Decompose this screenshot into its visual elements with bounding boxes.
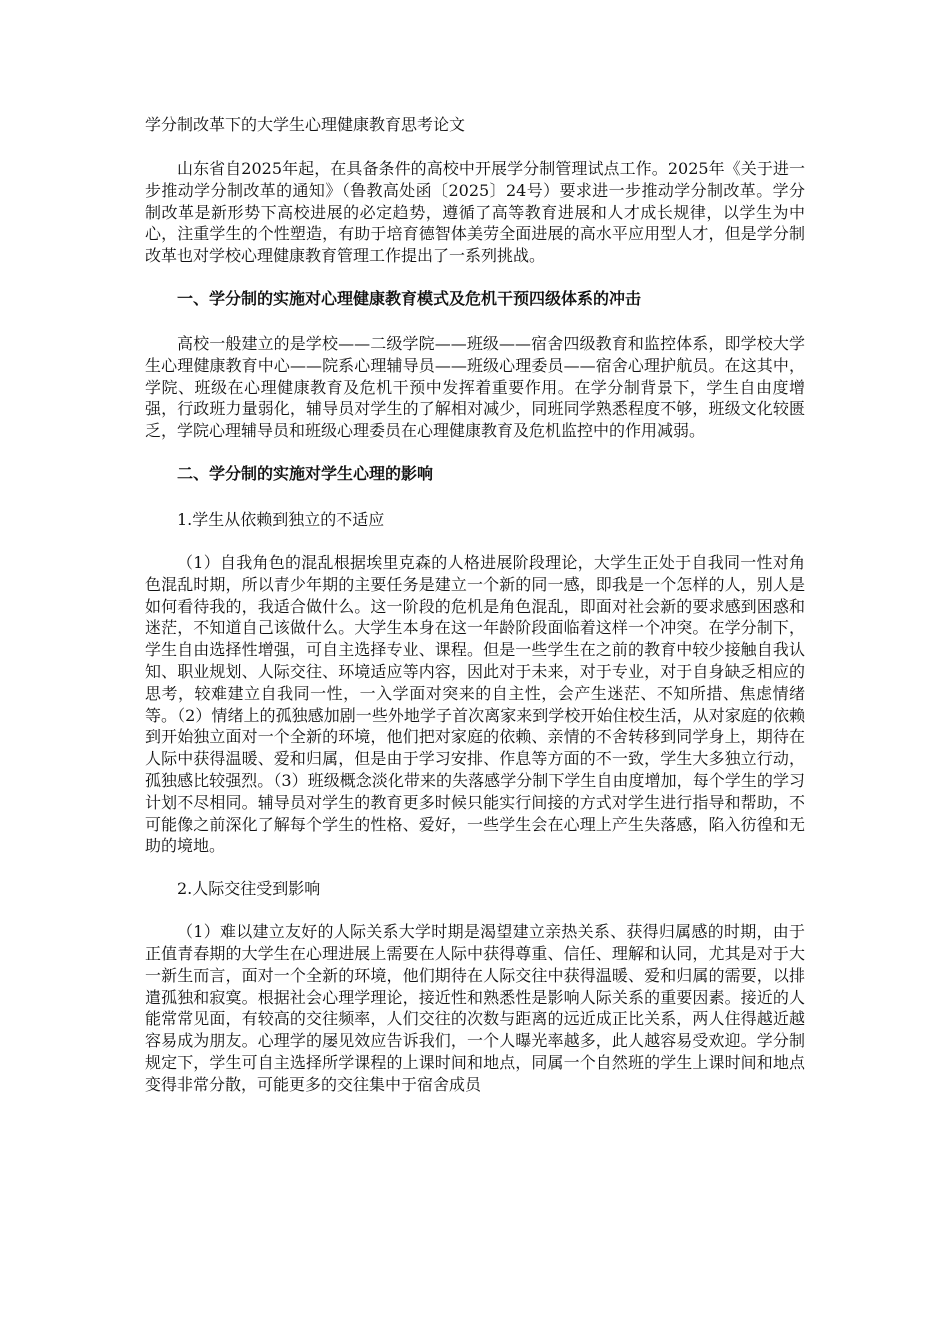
subsection-2-paragraph: （1）难以建立友好的人际关系大学时期是渴望建立亲热关系、获得归属感的时期，由于正值青春期的大学生在心理进展上需要在人际中获得尊重、信任、理解和认同，尤其是对于大一新生而言，面对一个全新的环境，他们期待在人际交往中获得温暖、爱和归属的需要，以排遣孤独和寂寞。根据社会心理学理论，接近性和熟悉性是影响人际关系的重要因素。接近的人能常常见面，有较高的交往频率，人们交往的次数与距离的远近成正比关系，两人住得越近越容易成为朋友。心理学的屡见效应告诉我们，一个人曝光率越多，此人越容易受欢迎。学分制规定下，学生可自主选择所学课程的上课时间和地点，同属一个自然班的学生上课时间和地点变得非常分散，可能更多的交往集中于宿舍成员	[145, 922, 805, 1094]
section-2-heading: 二、学分制的实施对学生心理的影响	[177, 463, 434, 483]
document-body	[145, 112, 805, 1116]
section-1-heading: 一、学分制的实施对心理健康教育模式及危机干预四级体系的冲击	[177, 288, 642, 308]
subsection-1-heading: 1.学生从依赖到独立的不适应	[177, 509, 385, 529]
document-title: 学分制改革下的大学生心理健康教育思考论文	[145, 115, 466, 134]
subsection-1-paragraph: （1）自我角色的混乱根据埃里克森的人格进展阶段理论，大学生正处于自我同一性对角色混乱时期，所以青少年期的主要任务是建立一个新的同一感，即我是一个怎样的人，别人是如何看待我的，我适合做什么。这一阶段的危机是角色混乱，即面对社会新的要求感到困惑和迷茫，不知道自己该做什么。大学生本身在这一年龄阶段面临着这样一个冲突。在学分制下，学生自由选择性增强，可自主选择专业、课程。但是一些学生在之前的教育中较少接触自我认知、职业规划、人际交往、环境适应等内容，因此对于未来，对于专业，对于自身缺乏相应的思考，较难建立自我同一性，一入学面对突来的自主性，会产生迷茫、不知所措、焦虑情绪等。（2）情绪上的孤独感加剧一些外地学子首次离家来到学校开始住校生活，从对家庭的依赖到开始独立面对一个全新的环境，他们把对家庭的依赖、亲情的不舍转移到同学身上，期待在人际中获得温暖、爱和归属，但是由于学习安排、作息等方面的不一致，学生大多独立行动，孤独感比较强烈。（3）班级概念淡化带来的失落感学分制下学生自由度增加，每个学生的学习计划不尽相同。辅导员对学生的教育更多时候只能实行间接的方式对学生进行指导和帮助，不可能像之前深化了解每个学生的性格、爱好，一些学生会在心理上产生失落感，陷入彷徨和无助的境地。	[145, 552, 805, 856]
subsection-2-heading: 2.人际交往受到影响	[177, 879, 321, 899]
section-1-paragraph: 高校一般建立的是学校——二级学院——班级——宿舍四级教育和监控体系，即学校大学生心理健康教育中心——院系心理辅导员——班级心理委员——宿舍心理护航员。在这其中，学院、班级在心理健康教育及危机干预中发挥着重要作用。在学分制背景下，学生自由度增强，行政班力量弱化，辅导员对学生的了解相对减少，同班同学熟悉程度不够，班级文化较匮乏，学院心理辅导员和班级心理委员在心理健康教育及危机监控中的作用减弱。	[145, 333, 805, 441]
intro-paragraph: 山东省自2025年起，在具备条件的高校中开展学分制管理试点工作。2025年《关于进一步推动学分制改革的通知》（鲁教高处函〔2025〕24号）要求进一步推动学分制改革。学分制改革是新形势下高校进展的必定趋势，遵循了高等教育进展和人才成长规律，以学生为中心，注重学生的个性塑造，有助于培育德智体美劳全面进展的高水平应用型人才，但是学分制改革也对学校心理健康教育管理工作提出了一系列挑战。	[145, 159, 805, 266]
